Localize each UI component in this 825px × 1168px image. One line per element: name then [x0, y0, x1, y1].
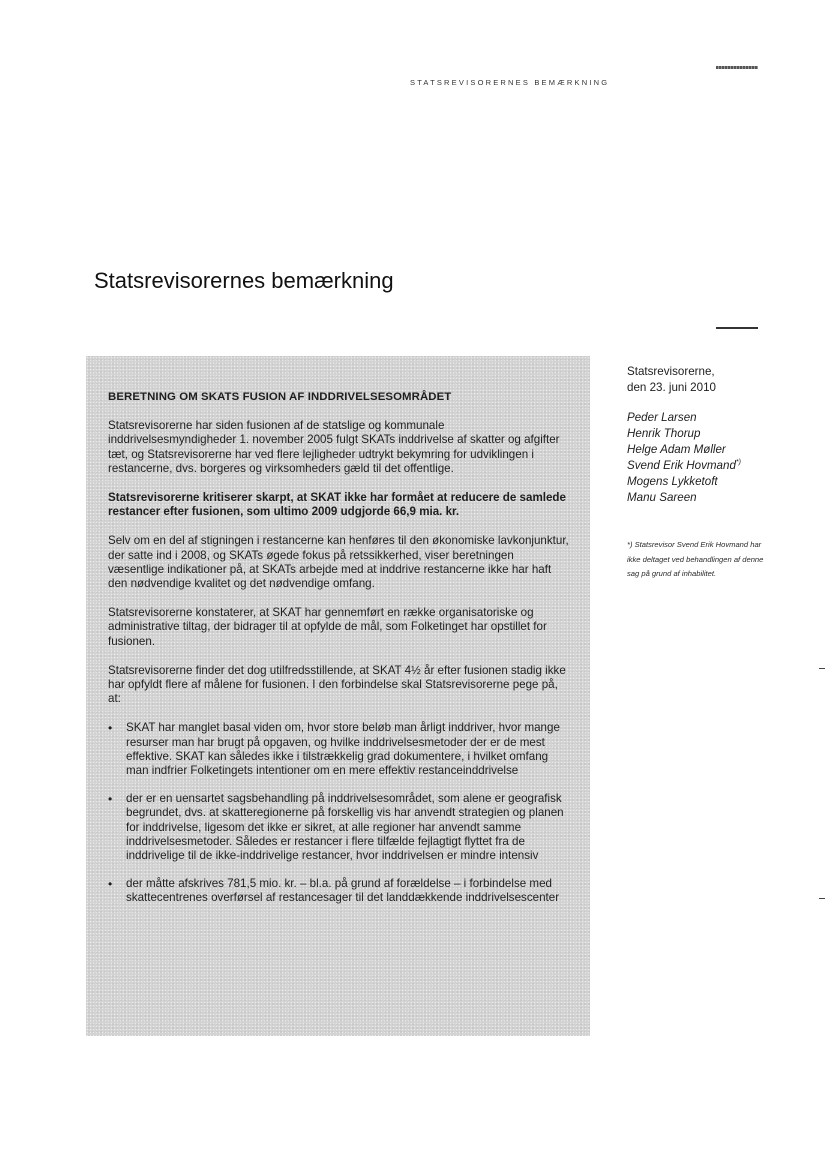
footnote: *) Statsrevisor Svend Erik Hovmand har ikke deltaget ved behandlingen af denne sag på grund af inhabilitet.: [627, 540, 764, 578]
list-item: [108, 721, 570, 778]
top-rule-mark: [716, 66, 758, 69]
paragraph-5: Statsrevisorerne finder det dog utilfredsstillende, at SKAT 4½ år efter fusionen stadig ikke har opfyldt flere af målene for fusionen. I den forbindelse skal Statsrevisorerne pege på, at:: [108, 663, 566, 706]
list-item: [108, 877, 570, 905]
running-header: STATSREVISORERNES BEMÆRKNING: [410, 78, 610, 87]
bullet-text: SKAT har manglet basal viden om, hvor store beløb man årligt inddriver, hvor mange resurser man har brugt på opgaven, og hvilke inddrivelsesmetoder der er de mest effektive. SKAT kan således ikke i tilstrækkelig grad dokumentere, i hvilket omfang man indfrier Folketingets intentioner om en mere effektiv restanceinddrivelse: [126, 721, 560, 778]
bullet-text: der er en uensartet sagsbehandling på inddrivelsesområdet, som alene er geografisk begrundet, dvs. at skatteregionerne på forskellig vis har anvendt strategien og planen for inddrivelse, ligesom det ikke er sikret, at alle regioner har anvendt samme inddrivelsesmetoder. Således er restancer i flere tilfælde fejlagtigt flyttet fra de inddrivelige til de ikke-inddrivelige restancer, hvor inddrivelsen er mindre intensiv: [126, 792, 564, 863]
date-line: den 23. juni 2010: [627, 381, 716, 394]
bullet-text: der måtte afskrives 781,5 mio. kr. – bl.a. på grund af forældelse – i forbindelse med skattecentrenes overførsel af restancesager til det landdækkende inddrivelsescenter: [126, 877, 560, 905]
section-heading: BERETNING OM SKATS FUSION AF INDDRIVELSESOMRÅDET: [108, 391, 452, 403]
signer-name-with-note: [627, 458, 777, 474]
paragraph-4: Statsrevisorerne konstaterer, at SKAT har gennemført en række organisatoriske og administrative tiltag, der bidrager til at opfylde de mål, som Folketinget har opstillet for fusionen.: [108, 606, 547, 648]
bullet-list: [108, 721, 570, 905]
list-item: [108, 792, 570, 863]
paragraph-1: Statsrevisorerne har siden fusionen af de statslige og kommunale inddrivelsesmyndigheder 1. november 2005 fulgt SKATs inddrivelse af skatter og afgifter tæt, og Statsrevisorerne har ved flere lejligheder udtrykt bekymring for udviklingen i restancerne, dvs. borgeres og virksomheders gæld til det offentlige.: [108, 419, 560, 475]
signer-name: Helge Adam Møller: [627, 443, 726, 456]
margin-rule: [716, 327, 758, 329]
edge-mark: [819, 898, 825, 899]
page-title: Statsrevisorernes bemærkning: [94, 268, 394, 293]
bullet-icon: •: [108, 792, 113, 807]
signature-sidebar: [627, 364, 777, 506]
criticism-paragraph: Statsrevisorerne kritiserer skarpt, at SKAT ikke har formået at reducere de samlede restancer efter fusionen, som ultimo 2009 udgjorde 66,9 mia. kr.: [108, 491, 566, 519]
footnote-marker: *): [735, 459, 741, 467]
bullet-icon: •: [108, 877, 113, 892]
panel-content: [108, 390, 570, 920]
signer-name: Peder Larsen: [627, 411, 697, 424]
signer-name: Svend Erik Hovmand: [627, 459, 736, 472]
edge-mark: [819, 668, 825, 669]
signer-list: [627, 410, 777, 506]
bullet-icon: •: [108, 721, 113, 736]
paragraph-3: Selv om en del af stigningen i restancerne kan henføres til den økonomiske lavkonjunktur, der satte ind i 2008, og SKATs øgede fokus på retssikkerhed, viser beretningen væsentlige indikationer på, at SKATs arbejde med at inddrive restancerne ikke har haft den nødvendige kvalitet og det nødvendige omfang.: [108, 534, 569, 591]
signer-name: Henrik Thorup: [627, 427, 701, 440]
signer-name: Manu Sareen: [627, 491, 697, 504]
org-name: Statsrevisorerne,: [627, 365, 715, 378]
signer-name: Mogens Lykketoft: [627, 475, 718, 488]
